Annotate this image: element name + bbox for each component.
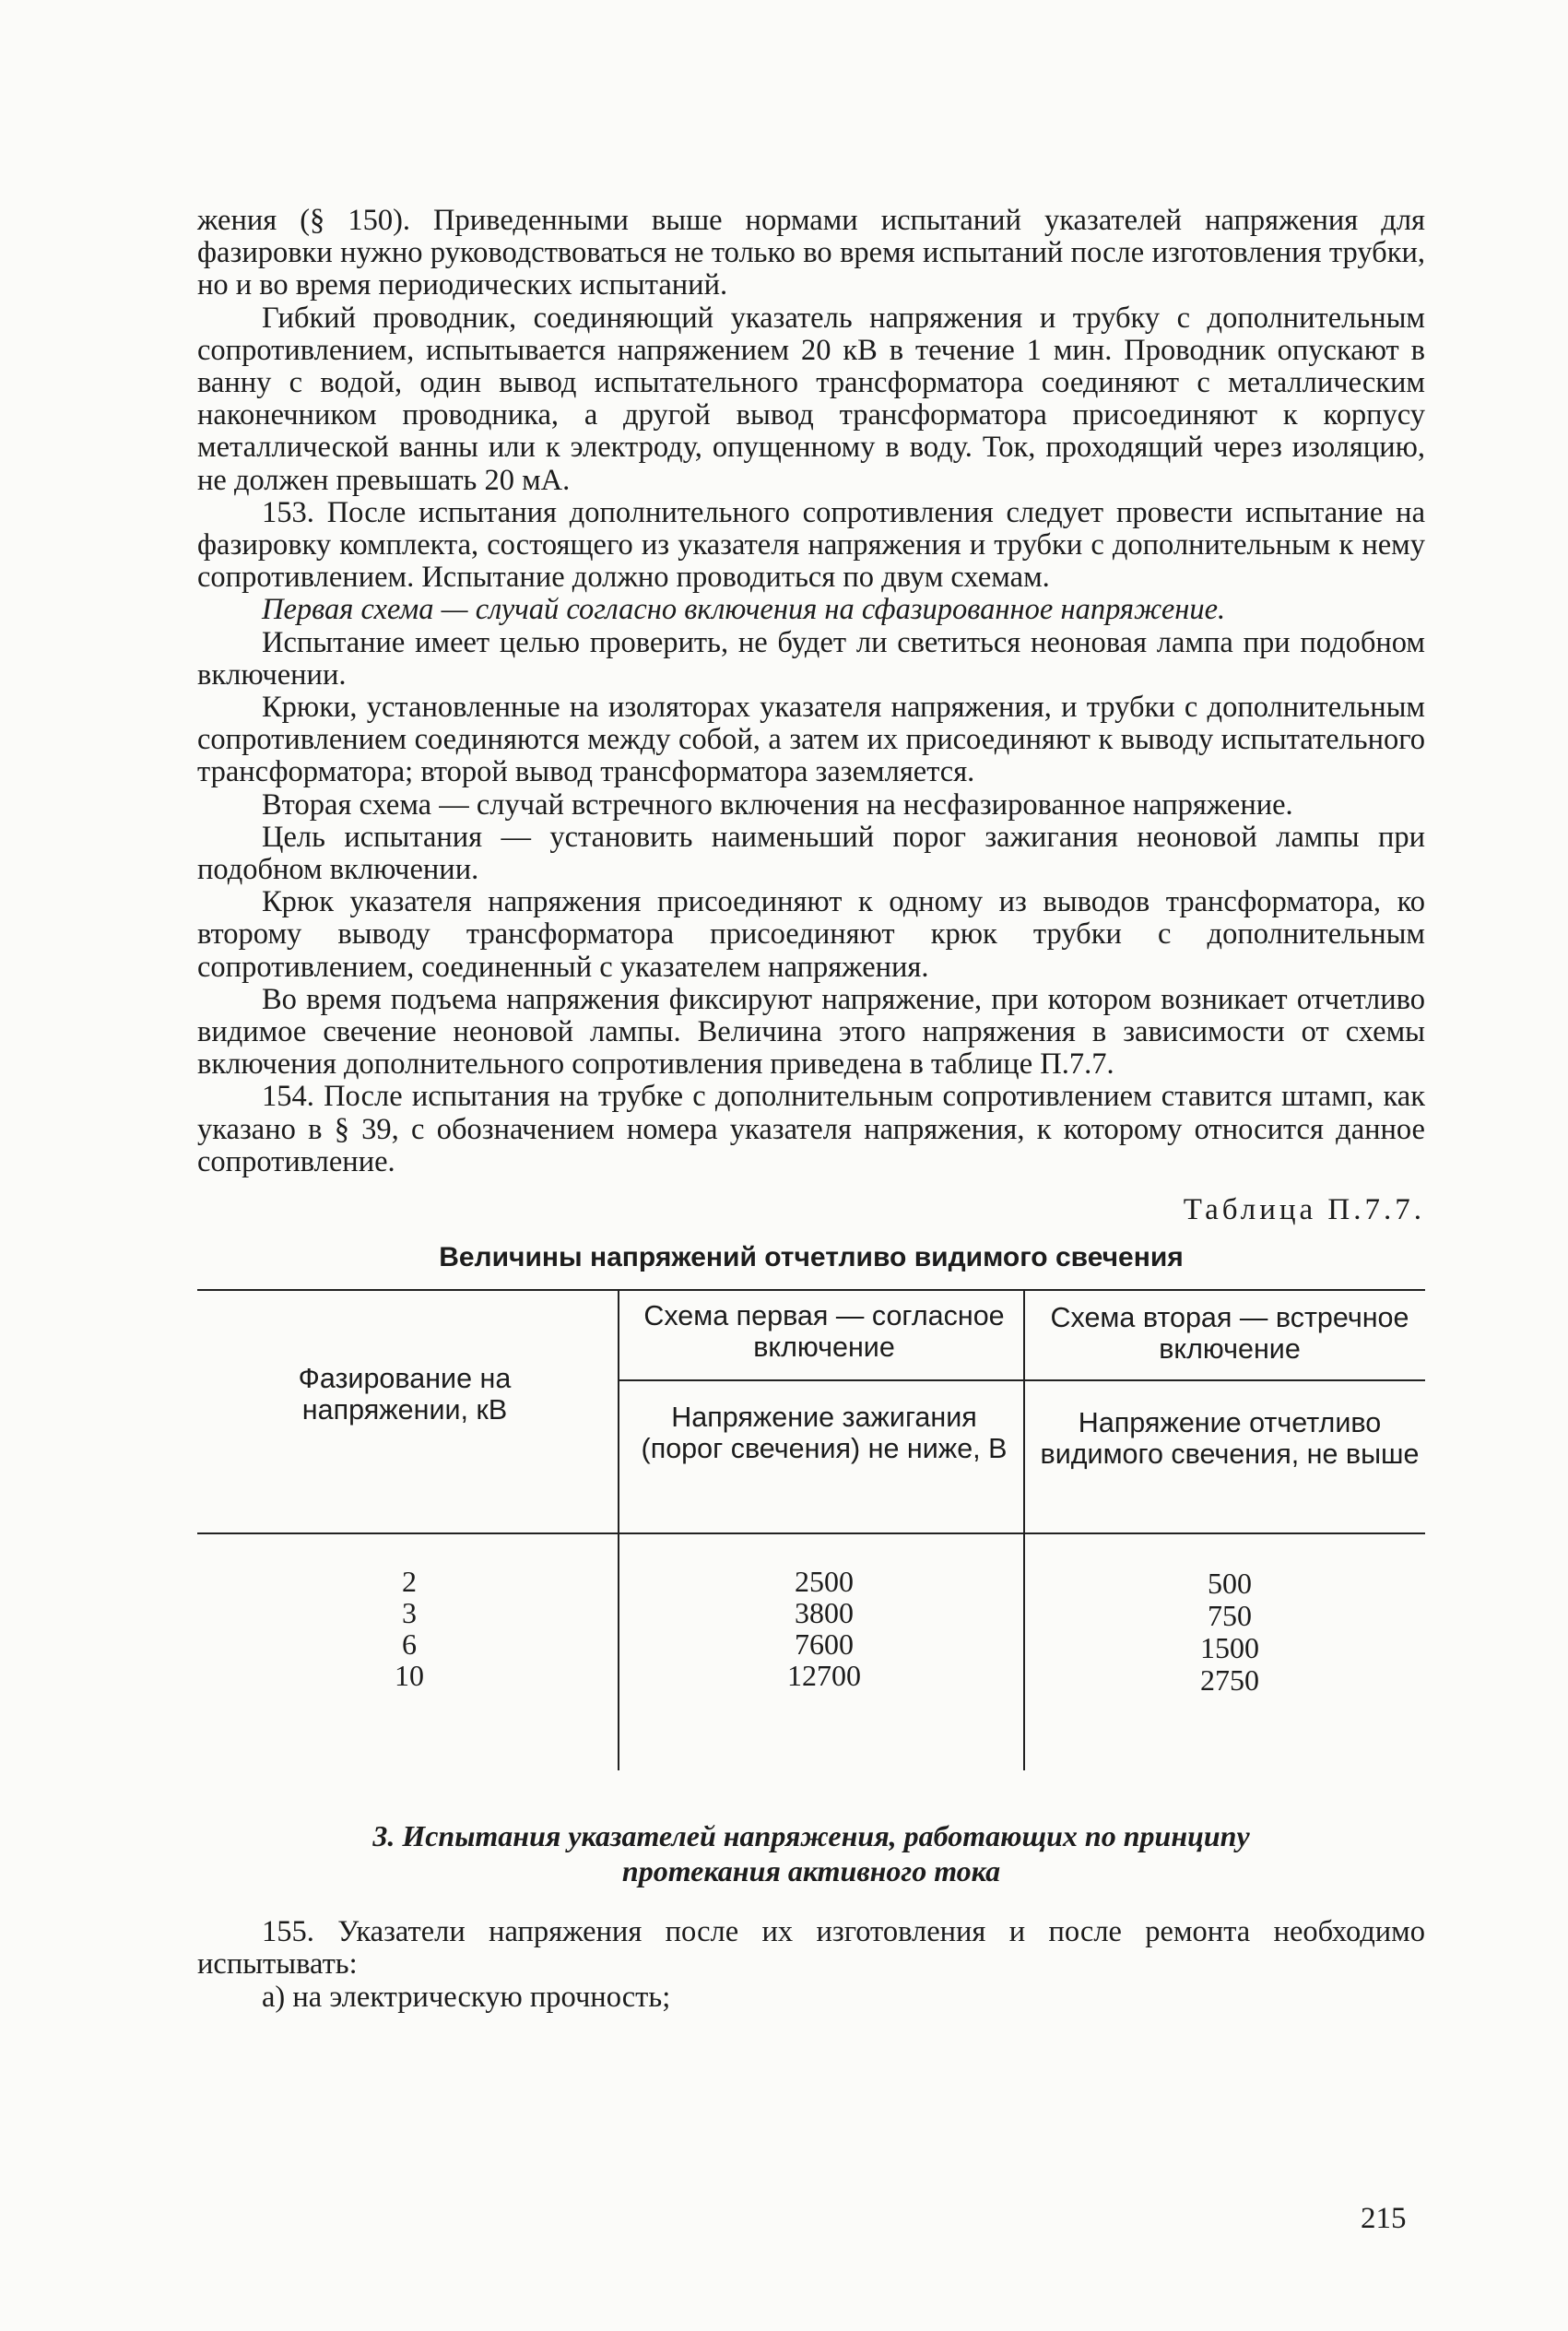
cell-ignition: 2500 — [795, 1565, 854, 1599]
header-ignition-voltage: Напряжение зажигания (порог свечения) не ниже, В — [641, 1402, 1008, 1465]
voltage-table — [197, 1289, 1425, 1770]
page-body — [197, 205, 1425, 2014]
cell-ignition: 7600 — [795, 1627, 854, 1662]
cell-glow: 1500 — [1200, 1631, 1259, 1665]
table-title: Величины напряжений отчетливо видимого свечения — [439, 1242, 1184, 1273]
paragraph: Вторая схема — случай встречного включения на несфазированное напряжение. — [262, 787, 1293, 822]
paragraph-155: 155. Указатели напряжения после их изготовления и после ремонта необходимо испытывать: — [197, 1915, 1425, 1982]
paragraph: Цель испытания — установить наименьший порог зажигания неоновой лампы при подобном включении. — [197, 820, 1425, 887]
cell-glow: 2750 — [1200, 1663, 1259, 1698]
header-visible-glow-voltage: Напряжение отчетливо видимого свечения, не выше — [1040, 1407, 1420, 1471]
cell-ignition: 12700 — [787, 1659, 861, 1693]
paragraph: Крюки, установленные на изоляторах указателя напряжения, и трубки с дополнительным сопротивлением соединяются между собой, а затем их присоединяют к выводу испытательного трансформатора; второй вывод трансформатора заземляется. — [197, 691, 1425, 789]
paragraph: Крюк указателя напряжения присоединяют к одному из выводов трансформатора, ко второму выводу трансформатора присоединяют крюк трубки с дополнительным сопротивлением, соединенный с указателем напряжения. — [197, 885, 1425, 984]
section-heading-line: протекания активного тока — [621, 1854, 1001, 1888]
paragraph: Во время подъема напряжения фиксируют напряжение, при котором возникает отчетливо видимое свечение неоновой лампы. Величина этого напряжения в зависимости от схемы включения дополнительного сопротивления приведена в таблице П.7.7. — [197, 982, 1425, 1082]
cell-ignition: 3800 — [795, 1596, 854, 1630]
paragraph-154: 154. После испытания на трубке с дополнительным сопротивлением ставится штамп, как указано в § 39, с обозначением номера указателя напряжения, к которому относится данное сопротивление. — [197, 1080, 1425, 1178]
cell-kv: 3 — [402, 1596, 417, 1630]
table-top-rule — [197, 1289, 1425, 1291]
paragraph: жения (§ 150). Приведенными выше нормами испытаний указателей напряжения для фазировки нужно руководствоваться не только во время испытаний после изготовления трубки, но и во время периодических испытаний. — [197, 204, 1425, 302]
list-item-a: а) на электрическую прочность; — [262, 1980, 671, 2014]
table-col-rule — [618, 1289, 619, 1770]
paragraph-153: 153. После испытания дополнительного сопротивления следует провести испытание на фазировку комплекта, состоящего из указателя напряжения и трубки с дополнительным к нему сопротивлением. Испытание должно проводиться по двум схемам. — [197, 495, 1425, 595]
header-scheme-second: Схема вторая — встречное включение — [1050, 1302, 1409, 1366]
section-heading — [197, 1818, 1425, 1888]
table-col-rule — [1023, 1289, 1025, 1770]
table-group-rule — [618, 1379, 1425, 1381]
section-heading-line: 3. Испытания указателей напряжения, работающих по принципу — [372, 1819, 1250, 1853]
cell-kv: 10 — [395, 1659, 424, 1693]
paragraph: Первая схема — случай согласно включения на сфазированное напряжение. — [262, 593, 1226, 627]
cell-kv: 6 — [402, 1627, 417, 1662]
page-number: 215 — [1361, 2202, 1407, 2235]
table-header-rule — [197, 1532, 1425, 1534]
cell-kv: 2 — [402, 1565, 417, 1599]
cell-glow: 750 — [1208, 1599, 1252, 1633]
paragraph: Гибкий проводник, соединяющий указатель напряжения и трубку с дополнительным сопротивлением, испытывается напряжением 20 кВ в течение 1 мин. Проводник опускают в ванну с водой, один вывод испытательного трансформатора соединяют с металлическим наконечником проводника, а другой вывод трансформатора присоединяют к корпусу металлической ванны или к электроду, опущенному в воду. Ток, проходящий через изоляцию, не должен превышать 20 мА. — [197, 301, 1425, 497]
header-phasing-voltage: Фазирование на напряжении, кВ — [298, 1363, 512, 1426]
header-scheme-first: Схема первая — согласное включение — [643, 1300, 1005, 1364]
cell-glow: 500 — [1208, 1567, 1252, 1601]
table-caption: Таблица П.7.7. — [1183, 1193, 1425, 1227]
paragraph: Испытание имеет целью проверить, не будет ли светиться неоновая лампа при подобном включении. — [197, 625, 1425, 692]
